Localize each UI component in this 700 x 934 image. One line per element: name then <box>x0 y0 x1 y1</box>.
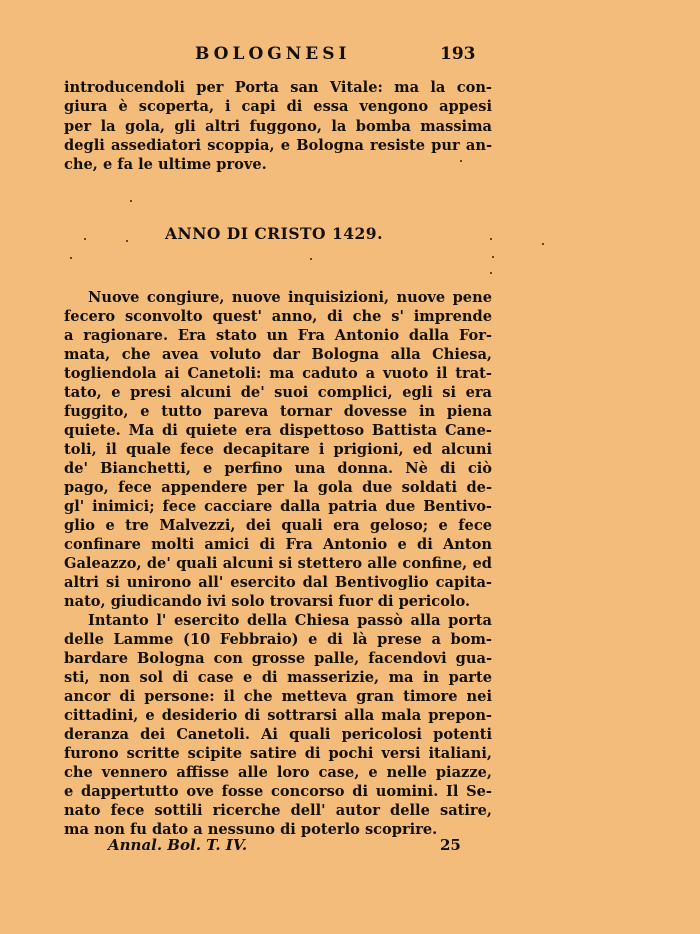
text-line: Intanto l' esercito della Chiesa passò alla porta <box>88 612 492 629</box>
text-line: e dappertutto ove fosse concorso di uomini. Il Se- <box>64 783 492 800</box>
scan-speck <box>130 200 132 202</box>
text-line: deranza dei Canetoli. Ai quali pericolosi potenti <box>64 726 492 743</box>
text-line: che, e fa le ultime prove. <box>64 156 267 173</box>
text-line: Galeazzo, de' quali alcuni si stettero alle confine, ed <box>64 555 492 572</box>
scan-speck <box>542 243 544 245</box>
section-heading: ANNO DI CRISTO 1429. <box>165 224 383 243</box>
text-line: pago, fece appendere per la gola due soldati de- <box>64 479 492 496</box>
text-line: nato fece sottili ricerche dell' autor delle satire, <box>64 802 492 819</box>
text-line: Nuove congiure, nuove inquisizioni, nuove pene <box>88 289 492 306</box>
running-title: BOLOGNESI <box>195 44 351 64</box>
text-line: ma non fu dato a nessuno di poterlo scoprire. <box>64 821 438 838</box>
signature-number: 25 <box>440 836 461 854</box>
text-line: bardare Bologna con grosse palle, facendovi gua- <box>64 650 492 667</box>
scan-speck <box>490 272 492 274</box>
text-line: giura è scoperta, i capi di essa vengono appesi <box>64 98 492 115</box>
text-line: furono scritte scipite satire di pochi versi italiani, <box>64 745 492 762</box>
text-line: fuggito, e tutto pareva tornar dovesse in piena <box>64 403 492 420</box>
text-line: a ragionare. Era stato un Fra Antonio dalla For- <box>64 327 492 344</box>
text-line: quiete. Ma di quiete era dispettoso Battista Cane- <box>64 422 492 439</box>
signature-label: Annal. Bol. T. IV. <box>108 836 248 854</box>
text-line: confinare molti amici di Fra Antonio e di Anton <box>64 536 492 553</box>
text-line: ancor di persone: il che metteva gran timore nei <box>64 688 492 705</box>
text-line: che vennero affisse alle loro case, e nelle piazze, <box>64 764 492 781</box>
text-line: per la gola, gli altri fuggono, la bomba massima <box>64 118 492 135</box>
text-line: altri si unirono all' esercito dal Bentivoglio capita- <box>64 574 492 591</box>
text-line: fecero sconvolto quest' anno, di che s' imprende <box>64 308 492 325</box>
text-line: introducendoli per Porta san Vitale: ma la con- <box>64 79 492 96</box>
text-line: cittadini, e desiderio di sottrarsi alla mala prepon- <box>64 707 492 724</box>
text-line: tato, e presi alcuni de' suoi complici, egli si era <box>64 384 492 401</box>
text-line: toli, il quale fece decapitare i prigioni, ed alcuni <box>64 441 492 458</box>
scan-speck <box>310 258 312 260</box>
scan-speck <box>70 257 72 259</box>
scan-speck <box>490 238 492 240</box>
text-line: togliendola ai Canetoli: ma caduto a vuoto il trat- <box>64 365 492 382</box>
page-number: 193 <box>440 44 476 64</box>
scan-speck <box>460 160 462 162</box>
text-line: mata, che avea voluto dar Bologna alla Chiesa, <box>64 346 492 363</box>
scan-speck <box>492 256 494 258</box>
text-line: degli assediatori scoppia, e Bologna resiste pur an- <box>64 137 492 154</box>
text-line: de' Bianchetti, e perfino una donna. Nè di ciò <box>64 460 492 477</box>
text-line: gl' inimici; fece cacciare dalla patria due Bentivo- <box>64 498 492 515</box>
text-line: delle Lamme (10 Febbraio) e di là prese a bom- <box>64 631 492 648</box>
text-line: sti, non sol di case e di masserizie, ma in parte <box>64 669 492 686</box>
scan-speck <box>126 240 128 242</box>
scan-speck <box>84 238 86 240</box>
text-line: glio e tre Malvezzi, dei quali era geloso; e fece <box>64 517 492 534</box>
text-line: nato, giudicando ivi solo trovarsi fuor di pericolo. <box>64 593 471 610</box>
